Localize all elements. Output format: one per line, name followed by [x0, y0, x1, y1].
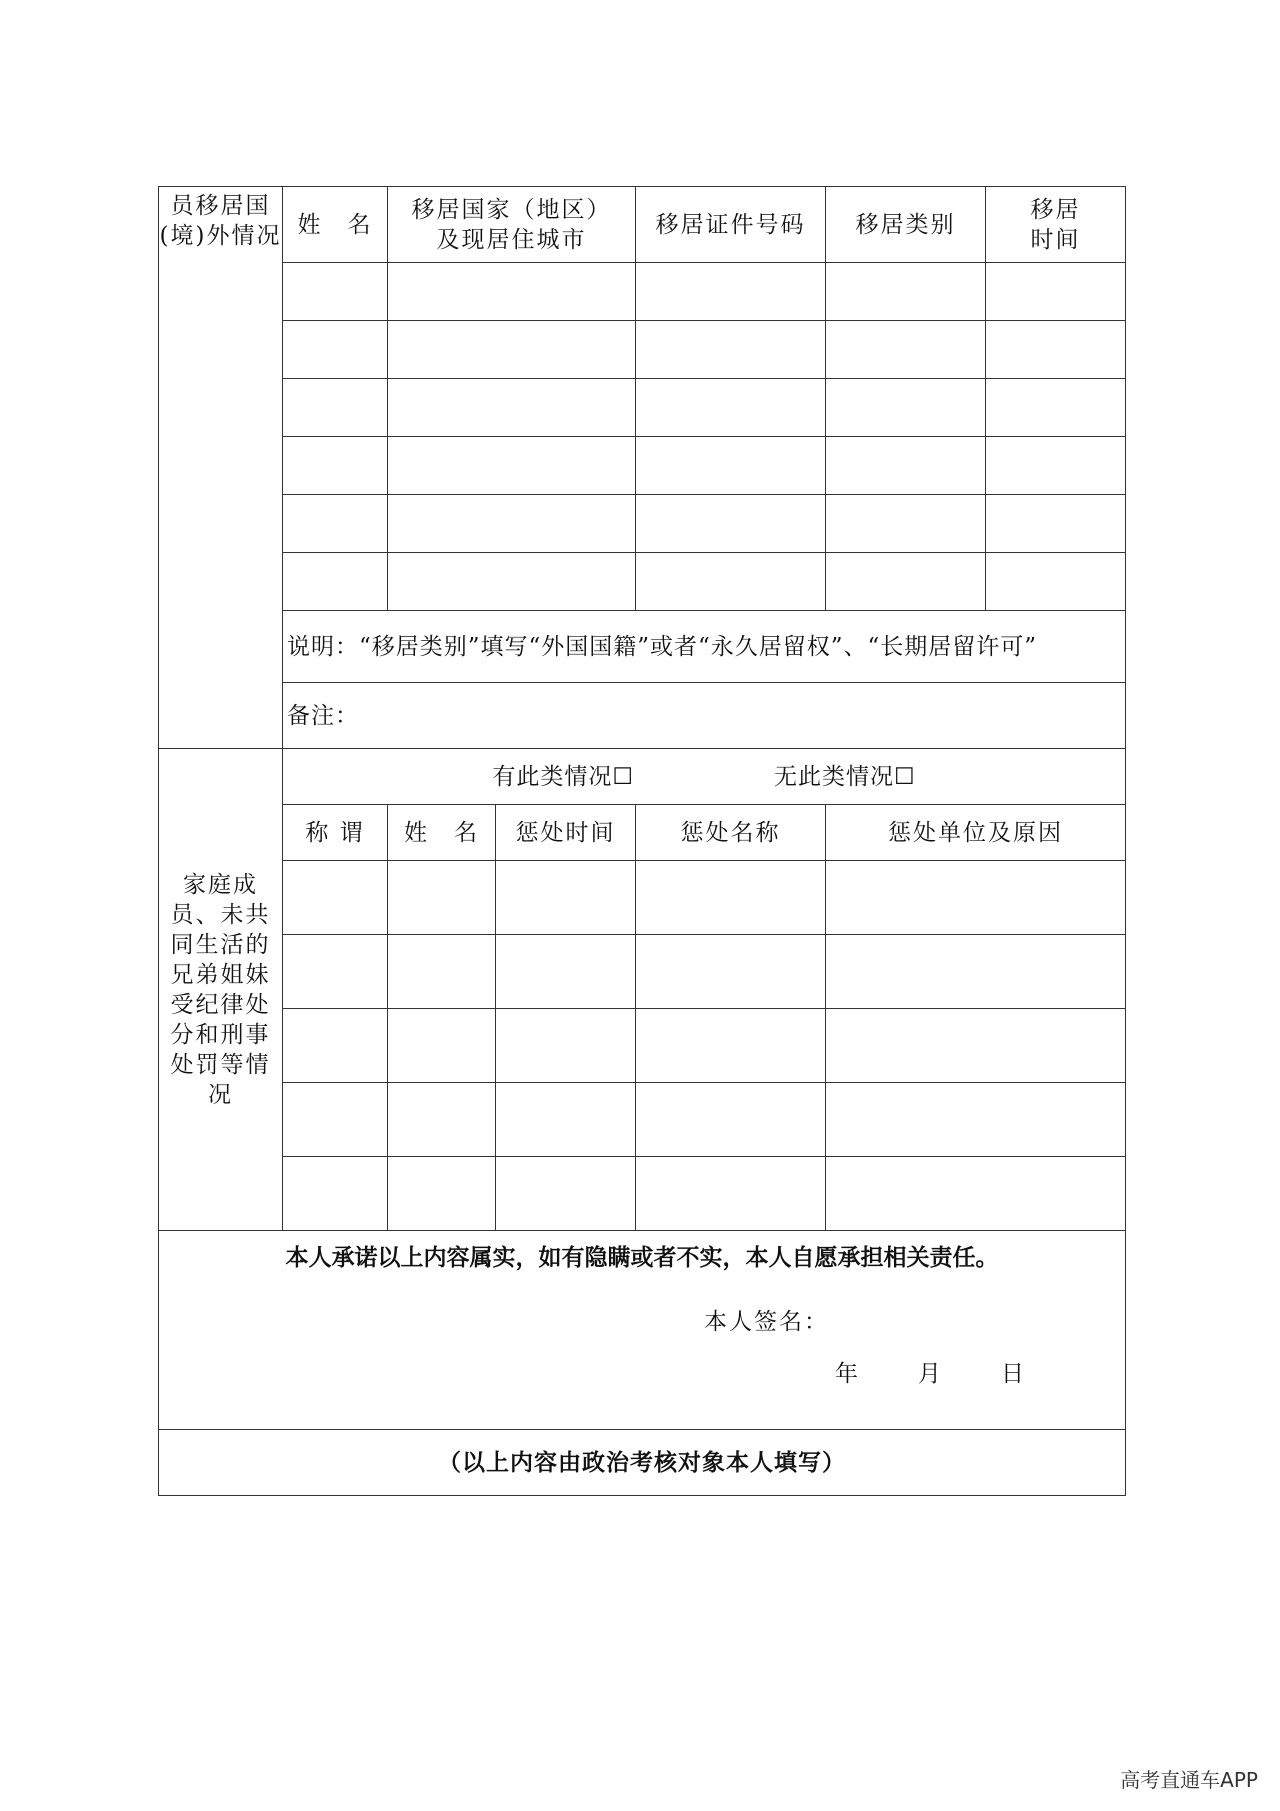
discipline-options — [283, 749, 1126, 805]
discipline-option-row — [159, 749, 1126, 805]
emigration-side-label: 员移居国(境)外情况 — [159, 187, 283, 749]
cell-country-city[interactable] — [388, 379, 636, 437]
cell-punishment-time[interactable] — [496, 1083, 636, 1157]
emigration-header-row — [159, 187, 1126, 263]
table-row — [159, 553, 1126, 611]
cell-punishment-name[interactable] — [636, 861, 826, 935]
cell-country-city[interactable] — [388, 321, 636, 379]
cell-emigration-time[interactable] — [986, 495, 1126, 553]
header-emigration-type: 移居类别 — [826, 187, 986, 263]
remark-row — [159, 683, 1126, 749]
footer-note: （以上内容由政治考核对象本人填写） — [159, 1430, 1126, 1496]
cell-punishment-name[interactable] — [636, 935, 826, 1009]
cell-name[interactable] — [283, 263, 388, 321]
pledge-cell — [159, 1231, 1126, 1430]
cell-relation[interactable] — [283, 1157, 388, 1231]
cell-name[interactable] — [283, 437, 388, 495]
cell-punishment-unit-reason[interactable] — [826, 1083, 1126, 1157]
cell-name[interactable] — [283, 495, 388, 553]
table-row — [159, 321, 1126, 379]
watermark: 高考直通车APP — [1120, 1768, 1258, 1792]
table-row — [159, 263, 1126, 321]
political-review-form — [158, 186, 1126, 1496]
date-day: 日 — [1001, 1361, 1024, 1387]
cell-relation[interactable] — [283, 861, 388, 935]
discipline-header-row — [159, 805, 1126, 861]
cell-emigration-time[interactable] — [986, 553, 1126, 611]
cell-relation[interactable] — [283, 1009, 388, 1083]
cell-punishment-name[interactable] — [636, 1157, 826, 1231]
cell-emigration-type[interactable] — [826, 437, 986, 495]
cell-punishment-time[interactable] — [496, 1009, 636, 1083]
table-row — [159, 1157, 1126, 1231]
header-name: 姓 名 — [388, 805, 496, 861]
cell-name[interactable] — [388, 1157, 496, 1231]
cell-certificate-number[interactable] — [636, 263, 826, 321]
table-row — [159, 379, 1126, 437]
header-punishment-name: 惩处名称 — [636, 805, 826, 861]
header-punishment-time: 惩处时间 — [496, 805, 636, 861]
header-certificate-number: 移居证件号码 — [636, 187, 826, 263]
cell-punishment-unit-reason[interactable] — [826, 935, 1126, 1009]
cell-punishment-time[interactable] — [496, 935, 636, 1009]
note-row — [159, 611, 1126, 683]
date-line[interactable] — [835, 1359, 1024, 1389]
cell-punishment-name[interactable] — [636, 1083, 826, 1157]
cell-emigration-type[interactable] — [826, 263, 986, 321]
table-row — [159, 861, 1126, 935]
cell-punishment-unit-reason[interactable] — [826, 1157, 1126, 1231]
header-relation: 称 谓 — [283, 805, 388, 861]
cell-emigration-time[interactable] — [986, 437, 1126, 495]
cell-punishment-unit-reason[interactable] — [826, 861, 1126, 935]
cell-country-city[interactable] — [388, 263, 636, 321]
cell-name[interactable] — [283, 379, 388, 437]
cell-name[interactable] — [283, 321, 388, 379]
cell-emigration-type[interactable] — [826, 495, 986, 553]
cell-name[interactable] — [388, 1083, 496, 1157]
date-month: 月 — [918, 1361, 941, 1387]
cell-country-city[interactable] — [388, 495, 636, 553]
header-emigration-time: 移居 时间 — [986, 187, 1126, 263]
signature-label[interactable]: 本人签名： — [704, 1309, 829, 1335]
cell-country-city[interactable] — [388, 437, 636, 495]
cell-emigration-time[interactable] — [986, 321, 1126, 379]
footer-row — [159, 1430, 1126, 1496]
cell-name[interactable] — [388, 935, 496, 1009]
cell-name[interactable] — [388, 1009, 496, 1083]
table-row — [159, 1009, 1126, 1083]
table-row — [159, 495, 1126, 553]
date-year: 年 — [835, 1361, 858, 1387]
cell-country-city[interactable] — [388, 553, 636, 611]
header-country-city: 移居国家（地区） 及现居住城市 — [388, 187, 636, 263]
cell-punishment-unit-reason[interactable] — [826, 1009, 1126, 1083]
cell-punishment-time[interactable] — [496, 861, 636, 935]
option-no-checkbox[interactable]: 无此类情况☐ — [774, 763, 916, 790]
header-name: 姓 名 — [283, 187, 388, 263]
cell-relation[interactable] — [283, 1083, 388, 1157]
cell-certificate-number[interactable] — [636, 321, 826, 379]
table-row — [159, 1083, 1126, 1157]
pledge-statement: 本人承诺以上内容属实，如有隐瞒或者不实，本人自愿承担相关责任。 — [285, 1245, 999, 1271]
cell-emigration-time[interactable] — [986, 379, 1126, 437]
cell-name[interactable] — [388, 861, 496, 935]
cell-emigration-time[interactable] — [986, 263, 1126, 321]
cell-name[interactable] — [283, 553, 388, 611]
cell-punishment-time[interactable] — [496, 1157, 636, 1231]
cell-emigration-type[interactable] — [826, 553, 986, 611]
cell-certificate-number[interactable] — [636, 437, 826, 495]
header-punishment-unit-reason: 惩处单位及原因 — [826, 805, 1126, 861]
option-yes-checkbox[interactable]: 有此类情况☐ — [492, 763, 634, 790]
cell-certificate-number[interactable] — [636, 495, 826, 553]
table-row — [159, 437, 1126, 495]
cell-certificate-number[interactable] — [636, 553, 826, 611]
cell-certificate-number[interactable] — [636, 379, 826, 437]
emigration-type-note: 说明：“移居类别”填写“外国国籍”或者“永久居留权”、“长期居留许可” — [283, 611, 1126, 683]
cell-emigration-type[interactable] — [826, 379, 986, 437]
cell-punishment-name[interactable] — [636, 1009, 826, 1083]
discipline-side-label: 家庭成员、未共同生活的兄弟姐妹受纪律处分和刑事处罚等情况 — [159, 749, 283, 1231]
remark-label[interactable]: 备注： — [283, 683, 1126, 749]
pledge-row — [159, 1231, 1126, 1430]
table-row — [159, 935, 1126, 1009]
cell-emigration-type[interactable] — [826, 321, 986, 379]
cell-relation[interactable] — [283, 935, 388, 1009]
